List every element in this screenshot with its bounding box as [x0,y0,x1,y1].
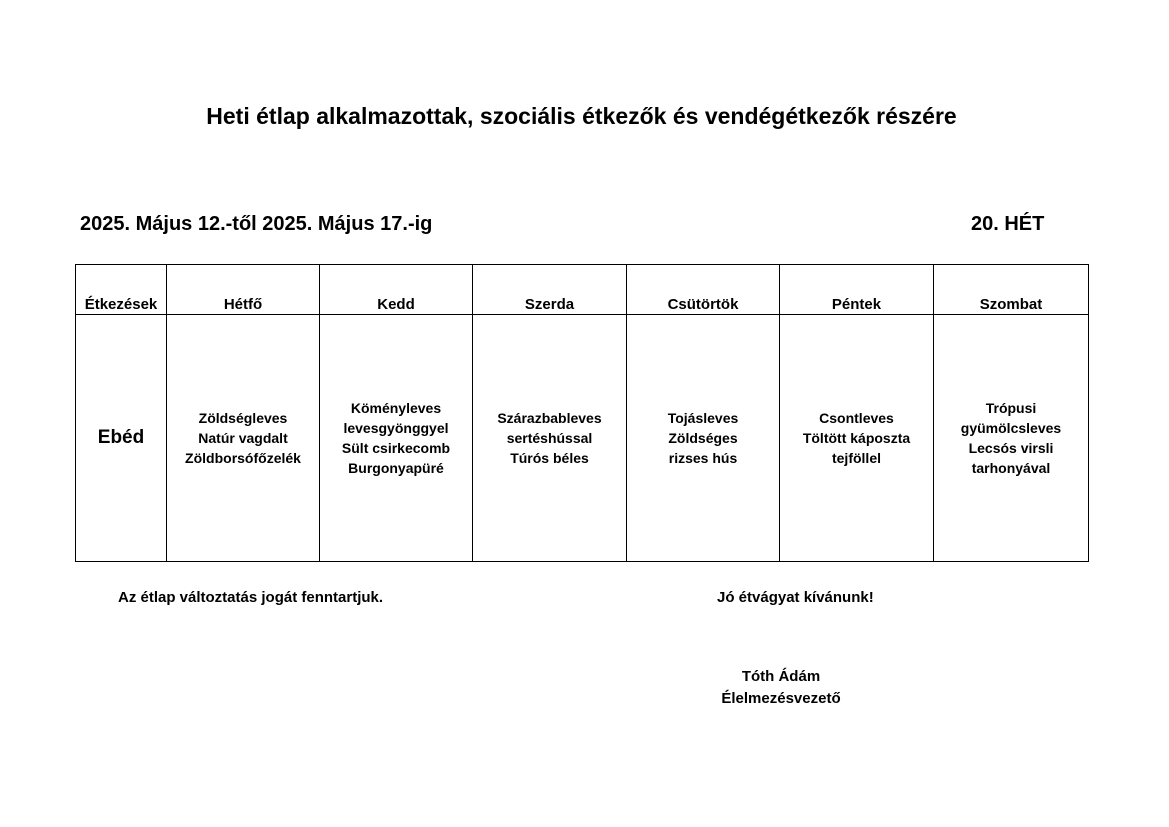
menu-item: Burgonyapüré [348,460,444,476]
menu-item: Csontleves [819,410,894,426]
monday-menu-cell [167,315,320,562]
thursday-menu-cell [627,315,780,562]
signature-title: Élelmezésvezető [721,690,841,707]
menu-item: rizses hús [668,450,738,466]
friday-menu-cell [780,315,934,562]
menu-table [75,264,1089,562]
menu-item: Szárazbableves [497,410,602,426]
header-monday: Hétfő [167,265,320,315]
saturday-menu-cell [934,315,1089,562]
menu-item: tejföllel [831,450,881,466]
menu-item: Töltött káposzta [802,430,911,446]
page-title: Heti étlap alkalmazottak, szociális étkezők és vendégétkezők részére [206,103,957,129]
menu-item: sertéshússal [506,430,593,446]
menu-item: Zöldségleves [198,410,288,426]
menu-item: Lecsós virsli [968,440,1054,456]
menu-item: Zöldborsófőzelék [185,450,301,466]
menu-item: Natúr vagdalt [198,430,288,446]
header-row [76,265,1089,315]
week-number: 20. HÉT [971,213,1045,235]
menu-item: Tojásleves [667,410,739,426]
header-wednesday: Szerda [473,265,627,315]
header-thursday: Csütörtök [627,265,780,315]
signature-name: Tóth Ádám [741,668,821,685]
date-range: 2025. Május 12.-től 2025. Május 17.-ig [80,213,433,235]
header-tuesday: Kedd [320,265,473,315]
menu-item: Túrós béles [510,450,589,466]
header-saturday: Szombat [934,265,1089,315]
greeting-note: Jó étvágyat kívánunk! [717,589,874,606]
menu-item: Köményleves [350,400,442,416]
menu-item: levesgyönggyel [343,420,449,436]
disclaimer-note: Az étlap változtatás jogát fenntartjuk. [118,589,384,606]
menu-item: Zöldséges [668,430,738,446]
header-friday: Péntek [780,265,934,315]
header-meal-type: Étkezések [76,265,167,315]
menu-item: Sült csirkecomb [341,440,451,456]
menu-item: gyümölcsleves [960,420,1062,436]
meal-type-cell: Ebéd [76,315,167,562]
table-row [76,315,1089,562]
tuesday-menu-cell [320,315,473,562]
menu-item: Trópusi [985,400,1037,416]
menu-item: tarhonyával [971,460,1051,476]
wednesday-menu-cell [473,315,627,562]
signature-block [700,666,862,710]
